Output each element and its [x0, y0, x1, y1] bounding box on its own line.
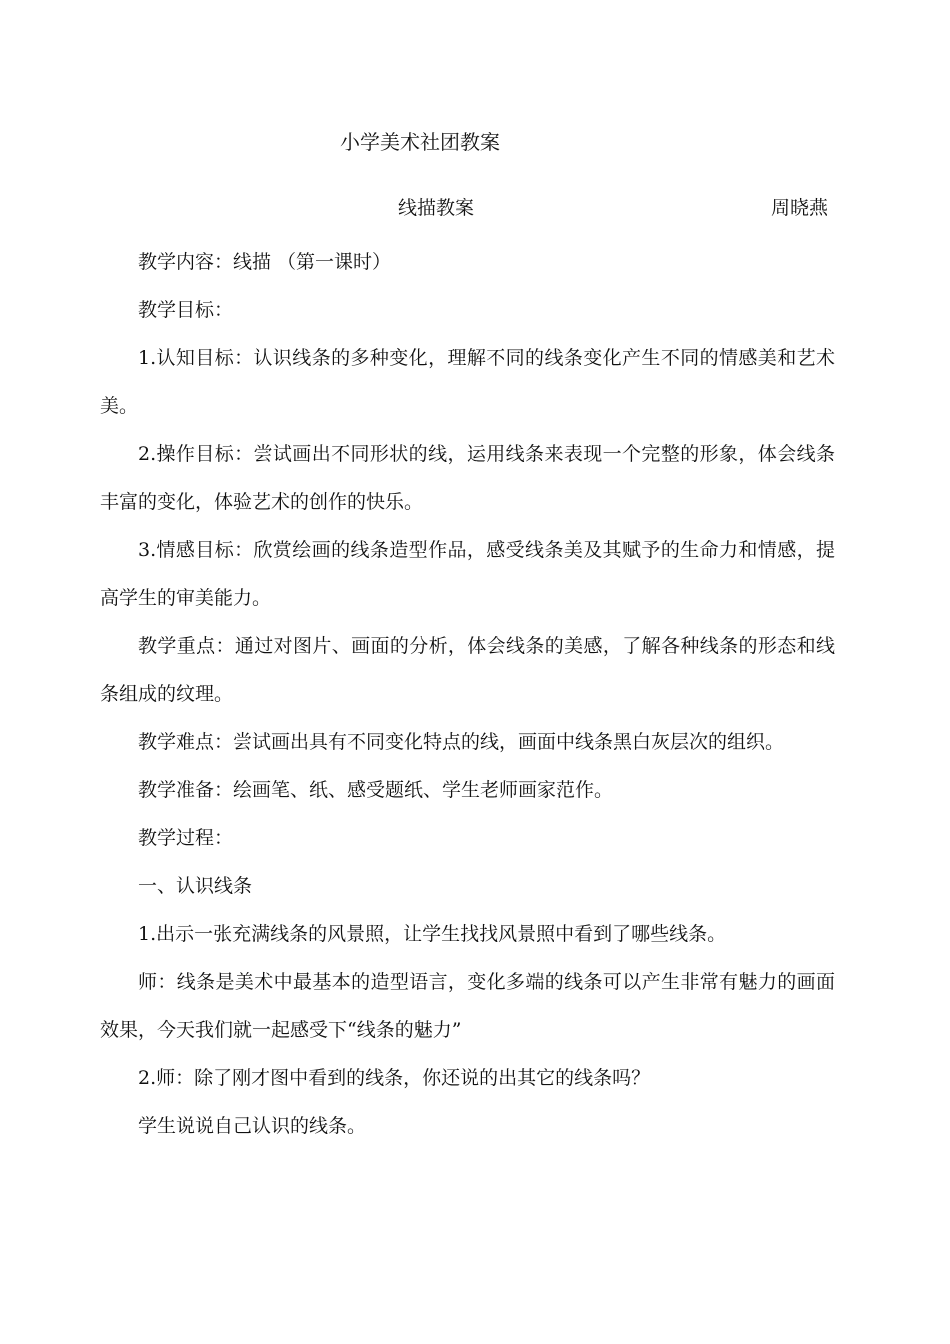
paragraph-step-2: 2.师：除了刚才图中看到的线条，你还说的出其它的线条吗？ — [138, 1067, 651, 1089]
paragraph-step-1: 1.出示一张充满线条的风景照，让学生找找风景照中看到了哪些线条。 — [138, 923, 727, 945]
paragraph-students: 学生说说自己认识的线条。 — [138, 1115, 367, 1137]
paragraph-teacher-1: 师：线条是美术中最基本的造型语言，变化多端的线条可以产生非常有魅力的画面效果，今天我们就一起感受下“线条的魅力” — [100, 971, 835, 1041]
paragraph-section-1: 一、认识线条 — [138, 875, 253, 897]
lesson-subtitle: 线描教案 — [398, 197, 475, 219]
paragraph-process-heading: 教学过程： — [138, 827, 234, 849]
paragraph-content: 教学内容：线描 （第一课时） — [138, 251, 392, 273]
document-title: 小学美术社团教案 — [340, 130, 500, 154]
paragraph-objective-2: 2.操作目标：尝试画出不同形状的线，运用线条来表现一个完整的形象，体会线条丰富的变化，体验艺术的创作的快乐。 — [100, 443, 835, 513]
document-body — [100, 238, 835, 1150]
author-name: 周晓燕 — [771, 197, 829, 219]
paragraph-objective-3: 3.情感目标：欣赏绘画的线条造型作品，感受线条美及其赋予的生命力和情感，提高学生的审美能力。 — [100, 539, 835, 609]
paragraph-objectives-heading: 教学目标： — [138, 299, 234, 321]
paragraph-difficulties: 教学难点：尝试画出具有不同变化特点的线，画面中线条黑白灰层次的组织。 — [138, 731, 785, 753]
paragraph-preparation: 教学准备：绘画笔、纸、感受题纸、学生老师画家范作。 — [138, 779, 614, 801]
paragraph-key-points: 教学重点：通过对图片、画面的分析，体会线条的美感，了解各种线条的形态和线条组成的纹理。 — [100, 635, 835, 705]
paragraph-objective-1: 1.认知目标：认识线条的多种变化，理解不同的线条变化产生不同的情感美和艺术美。 — [100, 347, 835, 417]
